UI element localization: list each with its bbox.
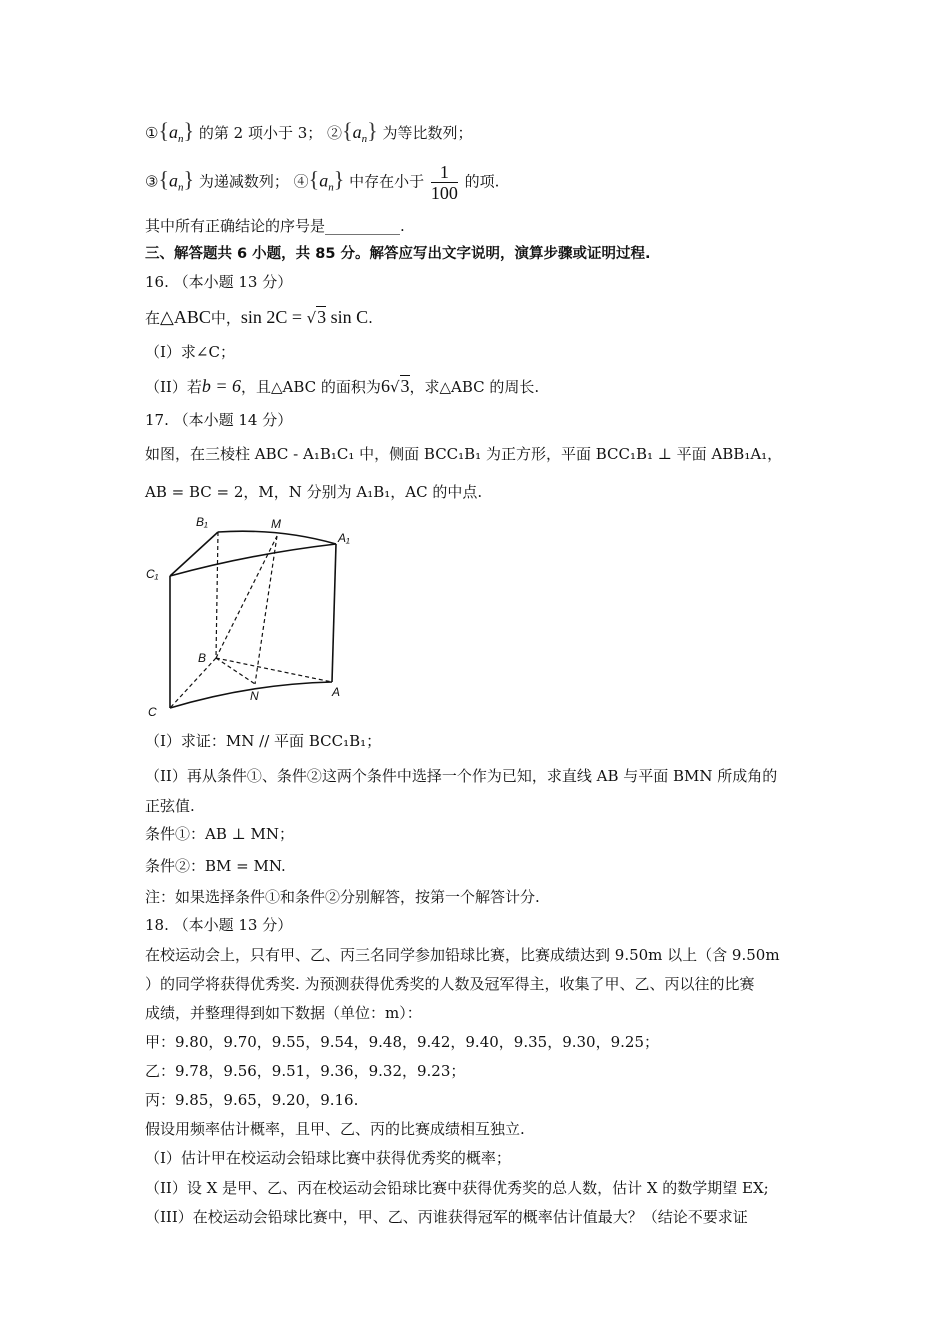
q18-part-2: （II）设 X 是甲、乙、丙在校运动会铅球比赛中获得优秀奖的总人数，估计 X 的数学期望 EX; (145, 1179, 769, 1197)
item-2-marker: ② (327, 124, 343, 142)
edge-b1-b (216, 532, 218, 658)
label-c: C (148, 705, 157, 719)
q17-header: 17. （本小题 14 分） (145, 411, 293, 429)
label-b1: B₁ (196, 515, 208, 529)
label-a1: A₁ (338, 531, 350, 545)
q17-part-1: （I）求证：MN // 平面 BCC₁B₁； (145, 732, 382, 750)
q16-part-1: （I）求∠C； (145, 343, 235, 361)
q17-note: 注：如果选择条件①和条件②分别解答，按第一个解答计分. (145, 888, 540, 906)
fraction-1-over-100: $\frac{1}{100}$ (430, 162, 458, 203)
segment-b-m (216, 536, 277, 658)
q15-question: 其中所有正确结论的序号是__________. (145, 217, 405, 235)
label-a: A (332, 685, 341, 699)
label-n: N (250, 689, 259, 703)
q18-part-1: （I）估计甲在校运动会铅球比赛中获得优秀奖的概率； (145, 1149, 511, 1167)
item-1-marker: ① (145, 124, 159, 142)
q18-data-bing: 丙：9.85，9.65，9.20，9.16. (145, 1091, 359, 1109)
q18-statement-2: ）的同学将获得优秀奖. 为预测获得优秀奖的人数及冠军得主，收集了甲、乙、丙以往的比赛 (145, 975, 755, 993)
q18-header: 18. （本小题 13 分） (145, 916, 293, 934)
q15-items-row-1: $①\{a_n\}$ 的第 2 项小于 3； $②\{a_n\}$ 为等比数列； (145, 118, 473, 145)
q16-header: 16. （本小题 13 分） (145, 273, 293, 291)
label-c1: C₁ (146, 567, 159, 581)
section-3-heading: 三、解答题共 6 小题，共 85 分。解答应写出文字说明，演算步骤或证明过程. (145, 246, 651, 262)
edge-b-c (170, 658, 216, 708)
q17-condition-1: 条件①：AB ⊥ MN； (145, 825, 294, 843)
label-b: B (198, 651, 207, 665)
q18-statement-1: 在校运动会上，只有甲、乙、丙三名同学参加铅球比赛，比赛成绩达到 9.50m 以上（含 9.50m (145, 946, 780, 964)
q16-statement: 在△ABC中，sin 2C = √3 sin C. (145, 307, 373, 327)
q18-part-3: （III）在校运动会铅球比赛中，甲、乙、丙谁获得冠军的概率估计值最大？（结论不要求证 (145, 1208, 748, 1226)
q16-part-2: （II）若b = 6，且△ABC 的面积为6√3，求△ABC 的周长. (145, 376, 540, 396)
segment-m-n (255, 536, 277, 684)
edge-c1-a1 (170, 544, 336, 576)
q15-items-row-2: $③\{a_n\}$ 为递减数列； $④\{a_n\}$ 中存在小于 $\frac{1}{100}$ 的项. (145, 162, 500, 203)
item-3-marker: ③ (145, 172, 159, 191)
q17-statement-1: 如图，在三棱柱 ABC - A₁B₁C₁ 中，侧面 BCC₁B₁ 为正方形，平面 BCC₁B₁ ⊥ 平面 ABB₁A₁， (145, 445, 783, 463)
prism-figure (140, 512, 370, 722)
q18-assumption: 假设用频率估计概率，且甲、乙、丙的比赛成绩相互独立. (145, 1120, 525, 1138)
q17-part-2-line-2: 正弦值. (145, 797, 195, 815)
label-m: M (271, 517, 281, 531)
q18-statement-3: 成绩，并整理得到如下数据（单位：m）： (145, 1004, 422, 1022)
edge-a1-a (332, 544, 336, 682)
q18-data-yi: 乙：9.78，9.56，9.51，9.36，9.32，9.23； (145, 1062, 466, 1080)
q17-part-2-line-1: （II）再从条件①、条件②这两个条件中选择一个作为已知，求直线 AB 与平面 BMN 所成角的 (145, 767, 778, 785)
item-4-marker: ④ (293, 172, 309, 191)
q17-statement-2: AB = BC = 2，M，N 分别为 A₁B₁，AC 的中点. (145, 483, 483, 501)
q18-data-jia: 甲：9.80，9.70，9.55，9.54，9.48，9.42，9.40，9.35，9.30，9.25； (145, 1033, 659, 1051)
segment-b-n (216, 658, 255, 684)
q17-condition-2: 条件②：BM = MN. (145, 857, 286, 875)
